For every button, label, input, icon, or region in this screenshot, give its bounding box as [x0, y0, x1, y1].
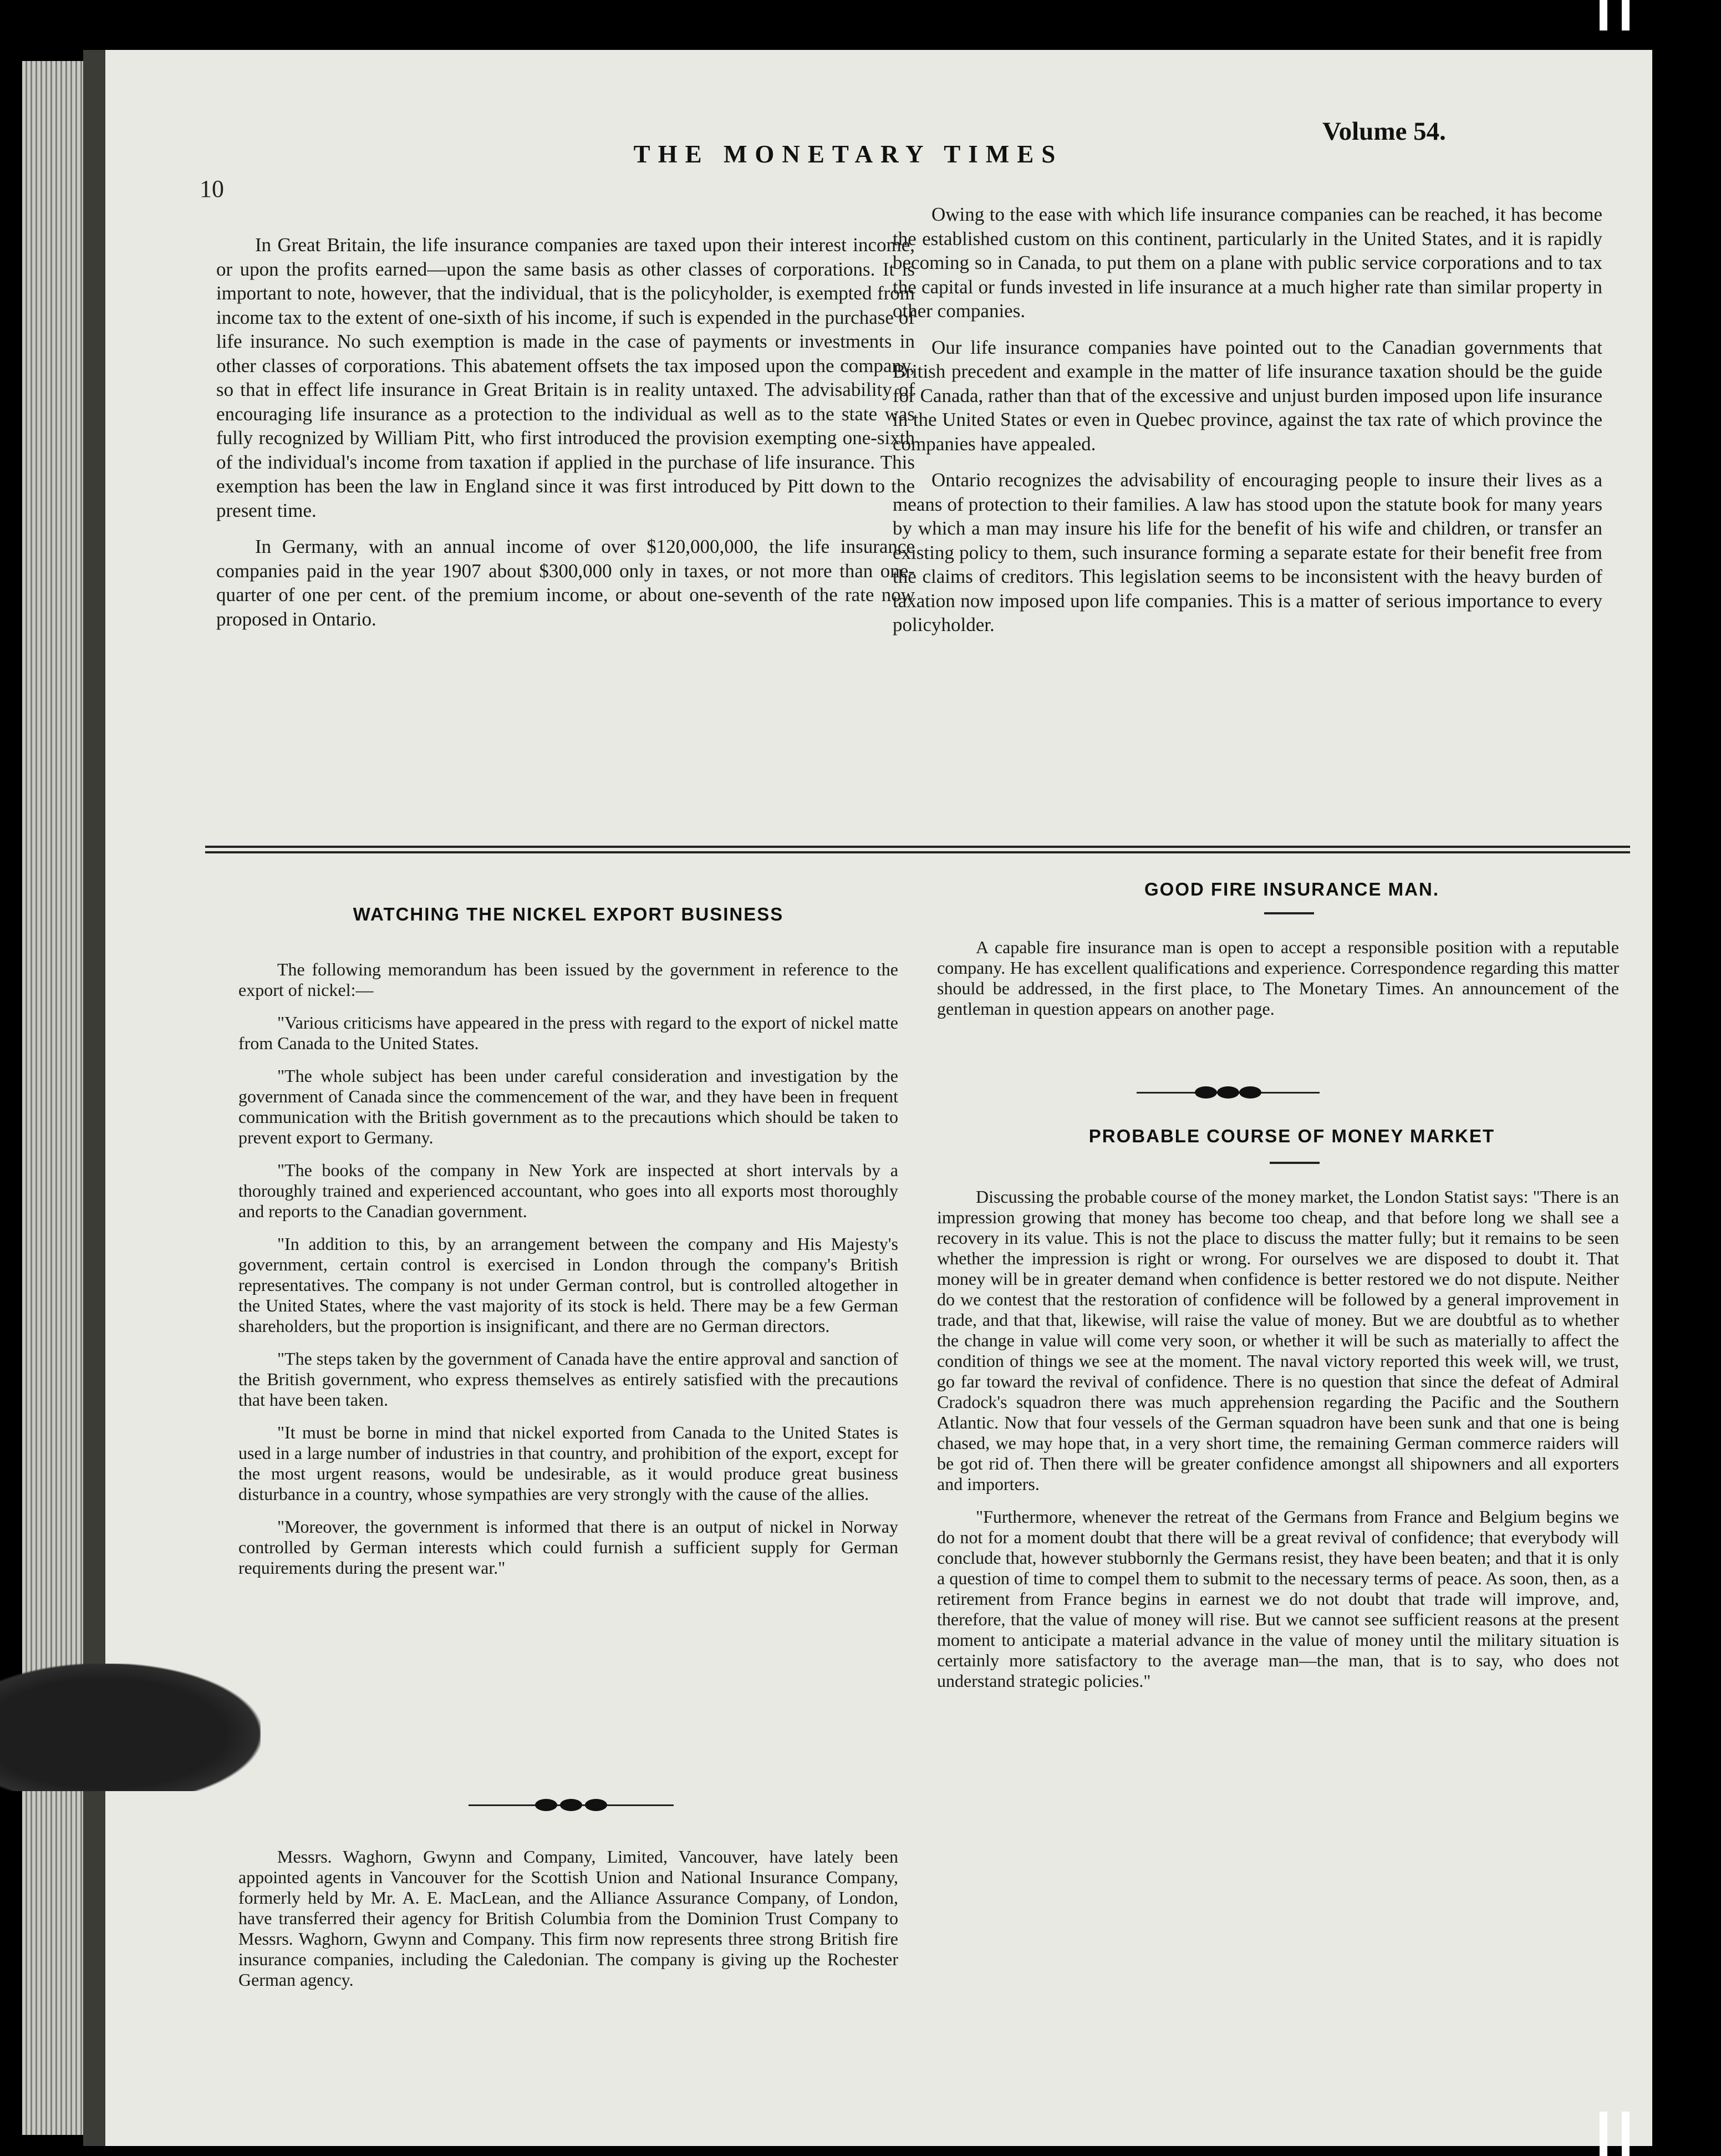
fire-article-title: GOOD FIRE INSURANCE MAN.: [1144, 879, 1439, 899]
money-article-body: [937, 1187, 1619, 1691]
page-stack-edge: [22, 61, 83, 2135]
film-mark: [1622, 0, 1630, 30]
top-right-paragraph: Owing to the ease with which life insurance companies can be reached, it has become the established custom on this continent, particularly in the United States, and it is rapidly becoming so in Canada, to put them on a plane with public service corporations and to tax the capital or funds invested in life insurance at a much higher rate than similar property in other companies.: [893, 204, 1602, 322]
section-divider-rule: [205, 846, 1630, 848]
money-paragraph: Discussing the probable course of the money market, the London Statist says: "There is an impression growing that money has become too cheap, and that before long we shall see a recovery in its value. This is not the place to discuss the matter fully; but it remains to be seen whether the impression is right or wrong. For ourselves we are disposed to doubt it. That money will be in greater demand when confidence is better restored we do not dispute. Neither do we contest that the restoration of confidence will be followed by a general improvement in trade, and that that, likewise, will raise the value of money. But we are doubtful as to whether the change in value will come very soon, or whether it will be such as materially to affect the condition of things we see at the moment. The naval victory reported this week will, we trust, go far toward the revival of confidence. There is no question that since the defeat of Admiral Cradock's squadron there was much apprehension regarding the Pacific and the Southern Atlantic. Now that four vessels of the German squadron have been sunk and that one is being chased, we may hope that, in a very short time, the remaining German commerce raiders will be got rid of. Then there will be greater confidence amongst all shipowners and all exporters and importers.: [937, 1187, 1619, 1494]
nickel-paragraph: "Various criticisms have appeared in the press with regard to the export of nickel matte from Canada to the United States.: [238, 1013, 898, 1053]
top-article-left-column: [216, 233, 915, 631]
ornamental-divider: [469, 1794, 674, 1816]
top-article-right-column: [893, 202, 1602, 637]
publication-title: THE MONETARY TIMES: [633, 140, 1063, 168]
money-paragraph: "Furthermore, whenever the retreat of the Germans from France and Belgium begins we do not for a moment doubt that there will be a great revival of confidence; that everybody will conclude that, however stubbornly the Germans resist, they have been beaten; and that it is only a question of time to compel them to submit to the necessary terms of peace. As soon, then, as a retirement from France begins in earnest we do not doubt that trade will improve, and, therefore, that the value of money will rise. But we cannot see sufficient reasons at the present moment to anticipate a material advance in the value of money until the military situation is certainly more satisfactory to the average man—the man, that is to say, who does not understand strategic policies.": [937, 1507, 1619, 1691]
nickel-paragraph: "The steps taken by the government of Canada have the entire approval and sanction of the British government, who express themselves as entirely satisfied with the precautions that have been taken.: [238, 1349, 898, 1410]
film-mark: [1600, 0, 1607, 30]
top-right-paragraph: Ontario recognizes the advisability of encouraging people to insure their lives as a means of protection to their families. A law has stood upon the statute book for many years by which a man may insure his life for the benefit of his wife and children, or transfer an existing policy to them, such insurance forming a separate estate for their benefit free from the claims of creditors. This legislation seems to be inconsistent with the heavy burden of taxation now imposed upon life companies. This is a matter of serious importance to every policyholder.: [893, 469, 1602, 635]
nickel-paragraph: "The books of the company in New York are inspected at short intervals by a thoroughly trained and experienced accountant, who goes into all exports most thoroughly and reports to the Canadian government.: [238, 1160, 898, 1221]
nickel-article-title: WATCHING THE NICKEL EXPORT BUSINESS: [353, 904, 784, 924]
title-underline: [1264, 912, 1314, 914]
scanner-thumb-shadow: [0, 1664, 261, 1791]
top-right-paragraph: Our life insurance companies have pointed out to the Canadian governments that British precedent and example in the matter of life insurance taxation should be the guide for Canada, rather than that of the excessive and unjust burden imposed upon life insurance in the United States or even in Quebec province, against the tax rate of which province the companies have appealed.: [893, 336, 1603, 455]
newspaper-page: [83, 50, 1652, 2146]
top-left-paragraph: In Great Britain, the life insurance companies are taxed upon their interest income, or upon the profits earned—upon the same basis as other classes of corporations. It is important to note, however, that the individual, that is the policyholder, is exempted from income tax to the extent of one-sixth of his income, if such is expended in the purchase of life insurance. No such exemption is made in the case of payments or investments in other classes of corporations. This abatement offsets the tax imposed upon the company, so that in effect life insurance in Great Britain is in reality untaxed. The advisability of encouraging life insurance as a protection to the individual as well as to the state was fully recognized by William Pitt, who first introduced the provision exempting one-sixth of the individual's income from taxation if applied in the purchase of life insurance. This exemption has been the law in England since it was first introduced by Pitt down to the present time.: [216, 234, 915, 521]
fire-article-body: [937, 937, 1619, 1019]
ornamental-divider: [1137, 1081, 1320, 1104]
fire-paragraph: A capable fire insurance man is open to accept a responsible position with a reputable company. He has excellent qualifications and experience. Correspondence regarding this matter should be addressed, in the first place, to The Monetary Times. An announcement of the gentleman in question appears on another page.: [937, 937, 1619, 1019]
volume-label: Volume 54.: [1322, 117, 1446, 146]
money-article-title: PROBABLE COURSE OF MONEY MARKET: [1088, 1126, 1495, 1146]
section-divider-rule: [205, 851, 1630, 853]
nickel-paragraph: "Moreover, the government is informed that there is an output of nickel in Norway controlled by German interests which could furnish a sufficient supply for German requirements during the present war.": [238, 1517, 898, 1578]
nickel-paragraph: "It must be borne in mind that nickel exported from Canada to the United States is used in a large number of industries in that country, and prohibition of the export, except for the most urgent reasons, would be undesirable, as it would produce great business disturbance in a country, whose sympathies are very strongly with the cause of the allies.: [238, 1422, 898, 1504]
nickel-paragraph: "The whole subject has been under careful consideration and investigation by the government of Canada since the commencement of the war, and they have been in frequent communication with the British government as to the precautions which should be taken to prevent export to Germany.: [238, 1066, 898, 1147]
waghorn-article-body: [238, 1847, 898, 1990]
page-number: 10: [200, 175, 224, 202]
title-underline: [1270, 1162, 1320, 1164]
waghorn-paragraph: Messrs. Waghorn, Gwynn and Company, Limited, Vancouver, have lately been appointed agents in Vancouver for the Scottish Union and National Insurance Company, formerly held by Mr. A. E. MacLean, and the Alliance Assurance Company, of London, have transferred their agency for British Columbia from the Dominion Trust Company to Messrs. Waghorn, Gwynn and Company. This firm now represents three strong British fire insurance companies, including the Caledonian. The company is giving up the Rochester German agency.: [238, 1847, 898, 1990]
film-mark: [1600, 2112, 1607, 2156]
nickel-paragraph: "In addition to this, by an arrangement between the company and His Majesty's government, certain control is exercised in London through the company's British representatives. The company is not under German control, but is controlled altogether in the United States, where the vast majority of its stock is held. There may be a few German shareholders, but the proportion is insignificant, and there are no German directors.: [238, 1234, 898, 1336]
top-left-paragraph: In Germany, with an annual income of over $120,000,000, the life insurance companies paid in the year 1907 about $300,000 only in taxes, or not more than one-quarter of one per cent. of the premium income, or about one-seventh of the rate now proposed in Ontario.: [216, 536, 915, 630]
film-mark: [1622, 2112, 1630, 2156]
nickel-paragraph: The following memorandum has been issued by the government in reference to the export of nickel:—: [238, 959, 898, 1000]
nickel-article-body: [238, 959, 898, 1578]
